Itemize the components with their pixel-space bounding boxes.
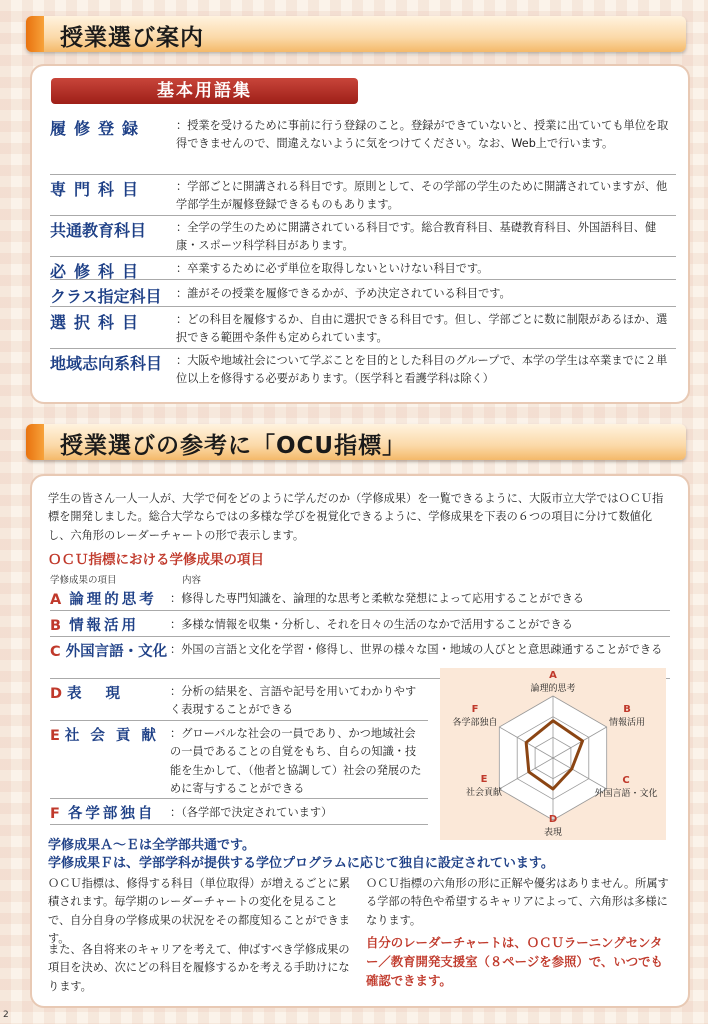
item-desc: ：修得した専門知識を、論理的な思考と柔軟な発想によって応用することができる xyxy=(170,592,584,605)
term-label: 履修登録 xyxy=(50,119,147,138)
header-accent xyxy=(26,424,44,460)
section-header-guide xyxy=(26,16,686,52)
header-accent xyxy=(26,16,44,52)
term-desc: ：卒業するために必ず単位を取得しないといけない科目です。 xyxy=(176,262,489,275)
term-row xyxy=(50,351,676,389)
term-desc: ：大阪や地域社会について学ぶことを目的とした科目のグループで、本学の学生は卒業までに２単位以上を修得する必要があります。（医学科と看護学科は除く） xyxy=(176,354,668,386)
term-desc: ：どの科目を履修するか、自由に選択できる科目です。但し、学部ごとに数に制限があるほか、選択できる範囲や条件も定められています。 xyxy=(176,313,668,345)
page-number: 2 xyxy=(3,1010,9,1020)
item-label: B 情報活用 xyxy=(50,618,140,634)
term-desc: ：授業を受けるために事前に行う登録のこと。登録ができていないと、授業に出ていても単位を取得できませんので、間違えないように気をつけてください。なお、Web上で行います。 xyxy=(176,119,669,151)
item-label: C 外国言語・文化 xyxy=(50,644,168,660)
section-title: 授業選びの参考に「OCU指標」 xyxy=(60,433,407,459)
radar-axis-label-c: C 外国言語・文化 xyxy=(594,775,658,799)
section-header-ocu xyxy=(26,424,686,460)
item-desc: ：（各学部で決定されています） xyxy=(170,806,333,819)
term-row xyxy=(50,218,676,257)
ocu-item-b xyxy=(50,614,670,637)
note-faculty: 学修成果Ｆは、学部学科が提供する学位プログラムに応じて独自に設定されています。 xyxy=(48,856,554,871)
item-desc: ：外国の言語と文化を学習・修得し、世界の様々な国・地域の人びとと意思疎通することができる xyxy=(170,643,663,656)
term-label: 専門科目 xyxy=(50,180,147,199)
item-label: E 社会貢献 xyxy=(50,728,167,744)
ocu-intro: 学生の皆さん一人一人が、大学で何をどのように学んだのか（学修成果）を一覧できるように、大阪市立大学ではＯＣＵ指標を開発しました。総合大学ならではの多様な学びを視覚化できるように、学修成果を下表の６つの項目に分けて数値化し、六角形のレーダーチャートの形で表示します。 xyxy=(48,492,664,542)
term-label: クラス指定科目 xyxy=(50,287,162,306)
item-label: D 表現 xyxy=(50,686,145,702)
radar-axis-label-b: B 情報活用 xyxy=(608,704,645,728)
ocu-item-d xyxy=(50,682,428,721)
term-row xyxy=(50,259,676,280)
term-desc: ：誰がその授業を履修できるかが、予め決定されている科目です。 xyxy=(176,287,511,300)
section-title: 授業選び案内 xyxy=(60,25,204,51)
item-label: A 論理的思考 xyxy=(50,592,157,608)
col-header-item: 学修成果の項目 xyxy=(50,575,117,586)
term-desc: ：全学の学生のために開講されている科目です。総合教育科目、基礎教育科目、外国語科目、健康・スポーツ科学科目があります。 xyxy=(176,221,657,253)
item-desc: ：分析の結果を、言語や記号を用いてわかりやすく表現することができる xyxy=(170,685,417,717)
item-label: F 各学部独自 xyxy=(50,806,156,822)
radar-axis-label-a: A 論理的思考 xyxy=(530,670,576,694)
term-row xyxy=(50,177,676,216)
glossary-heading: 基本用語集 xyxy=(157,81,252,101)
radar-axis-label-f: F 各学部独自 xyxy=(452,704,498,728)
term-label: 選択科目 xyxy=(50,313,147,332)
col-header-content: 内容 xyxy=(182,575,202,586)
item-desc: ：グローバルな社会の一員であり、かつ地域社会の一員であることの自覚をもち、自らの知識・技能を生かして、（他者と協調して）社会の発展のために寄与することができる xyxy=(170,727,422,795)
right-text: ＯＣＵ指標の六角形の形に正解や優劣はありません。所属する学部の特色や希望するキャリアによって、六角形は多様になります。 xyxy=(366,877,669,927)
ocu-item-f xyxy=(50,802,428,825)
term-label: 共通教育科目 xyxy=(50,221,147,240)
left-text-1: ＯＣＵ指標は、修得する科目（単位取得）が増えるごとに累積されます。毎学期のレーダーチャートの変化を見ることで、自分自身の学修成果の状況をその都度知ることができます。 xyxy=(48,877,351,945)
term-desc: ：学部ごとに開講される科目です。原則として、その学部の学生のために開講されていますが、他学部学生が履修登録できるものもあります。 xyxy=(176,180,668,212)
item-desc: ：多様な情報を収集・分析し、それを日々の生活のなかで活用することができる xyxy=(170,618,573,631)
radar-axis-label-e: E 社会貢献 xyxy=(465,774,502,798)
term-label: 地域志向系科目 xyxy=(50,354,163,373)
radar-axis-label-d: D 表現 xyxy=(543,814,562,838)
radar-chart xyxy=(440,668,666,840)
ocu-item-e xyxy=(50,724,428,799)
ocu-item-a xyxy=(50,588,670,611)
term-label: 必修科目 xyxy=(50,262,147,281)
ocu-table-title: ＯＣＵ指標における学修成果の項目 xyxy=(48,552,264,568)
note-common: 学修成果Ａ～Ｅは全学部共通です。 xyxy=(48,838,255,853)
term-row xyxy=(50,284,676,307)
glossary-heading-pill xyxy=(51,78,358,104)
left-text-2: また、各自将来のキャリアを考えて、伸ばすべき学修成果の項目を決め、次にどの科目を履修するかを考える手助けになります。 xyxy=(48,943,350,993)
term-row xyxy=(50,116,676,175)
right-highlight: 自分のレーダーチャートは、ＯＣＵラーニングセンター／教育開発支援室（８ページを参照）で、いつでも確認できます。 xyxy=(366,935,663,988)
term-row xyxy=(50,310,676,349)
